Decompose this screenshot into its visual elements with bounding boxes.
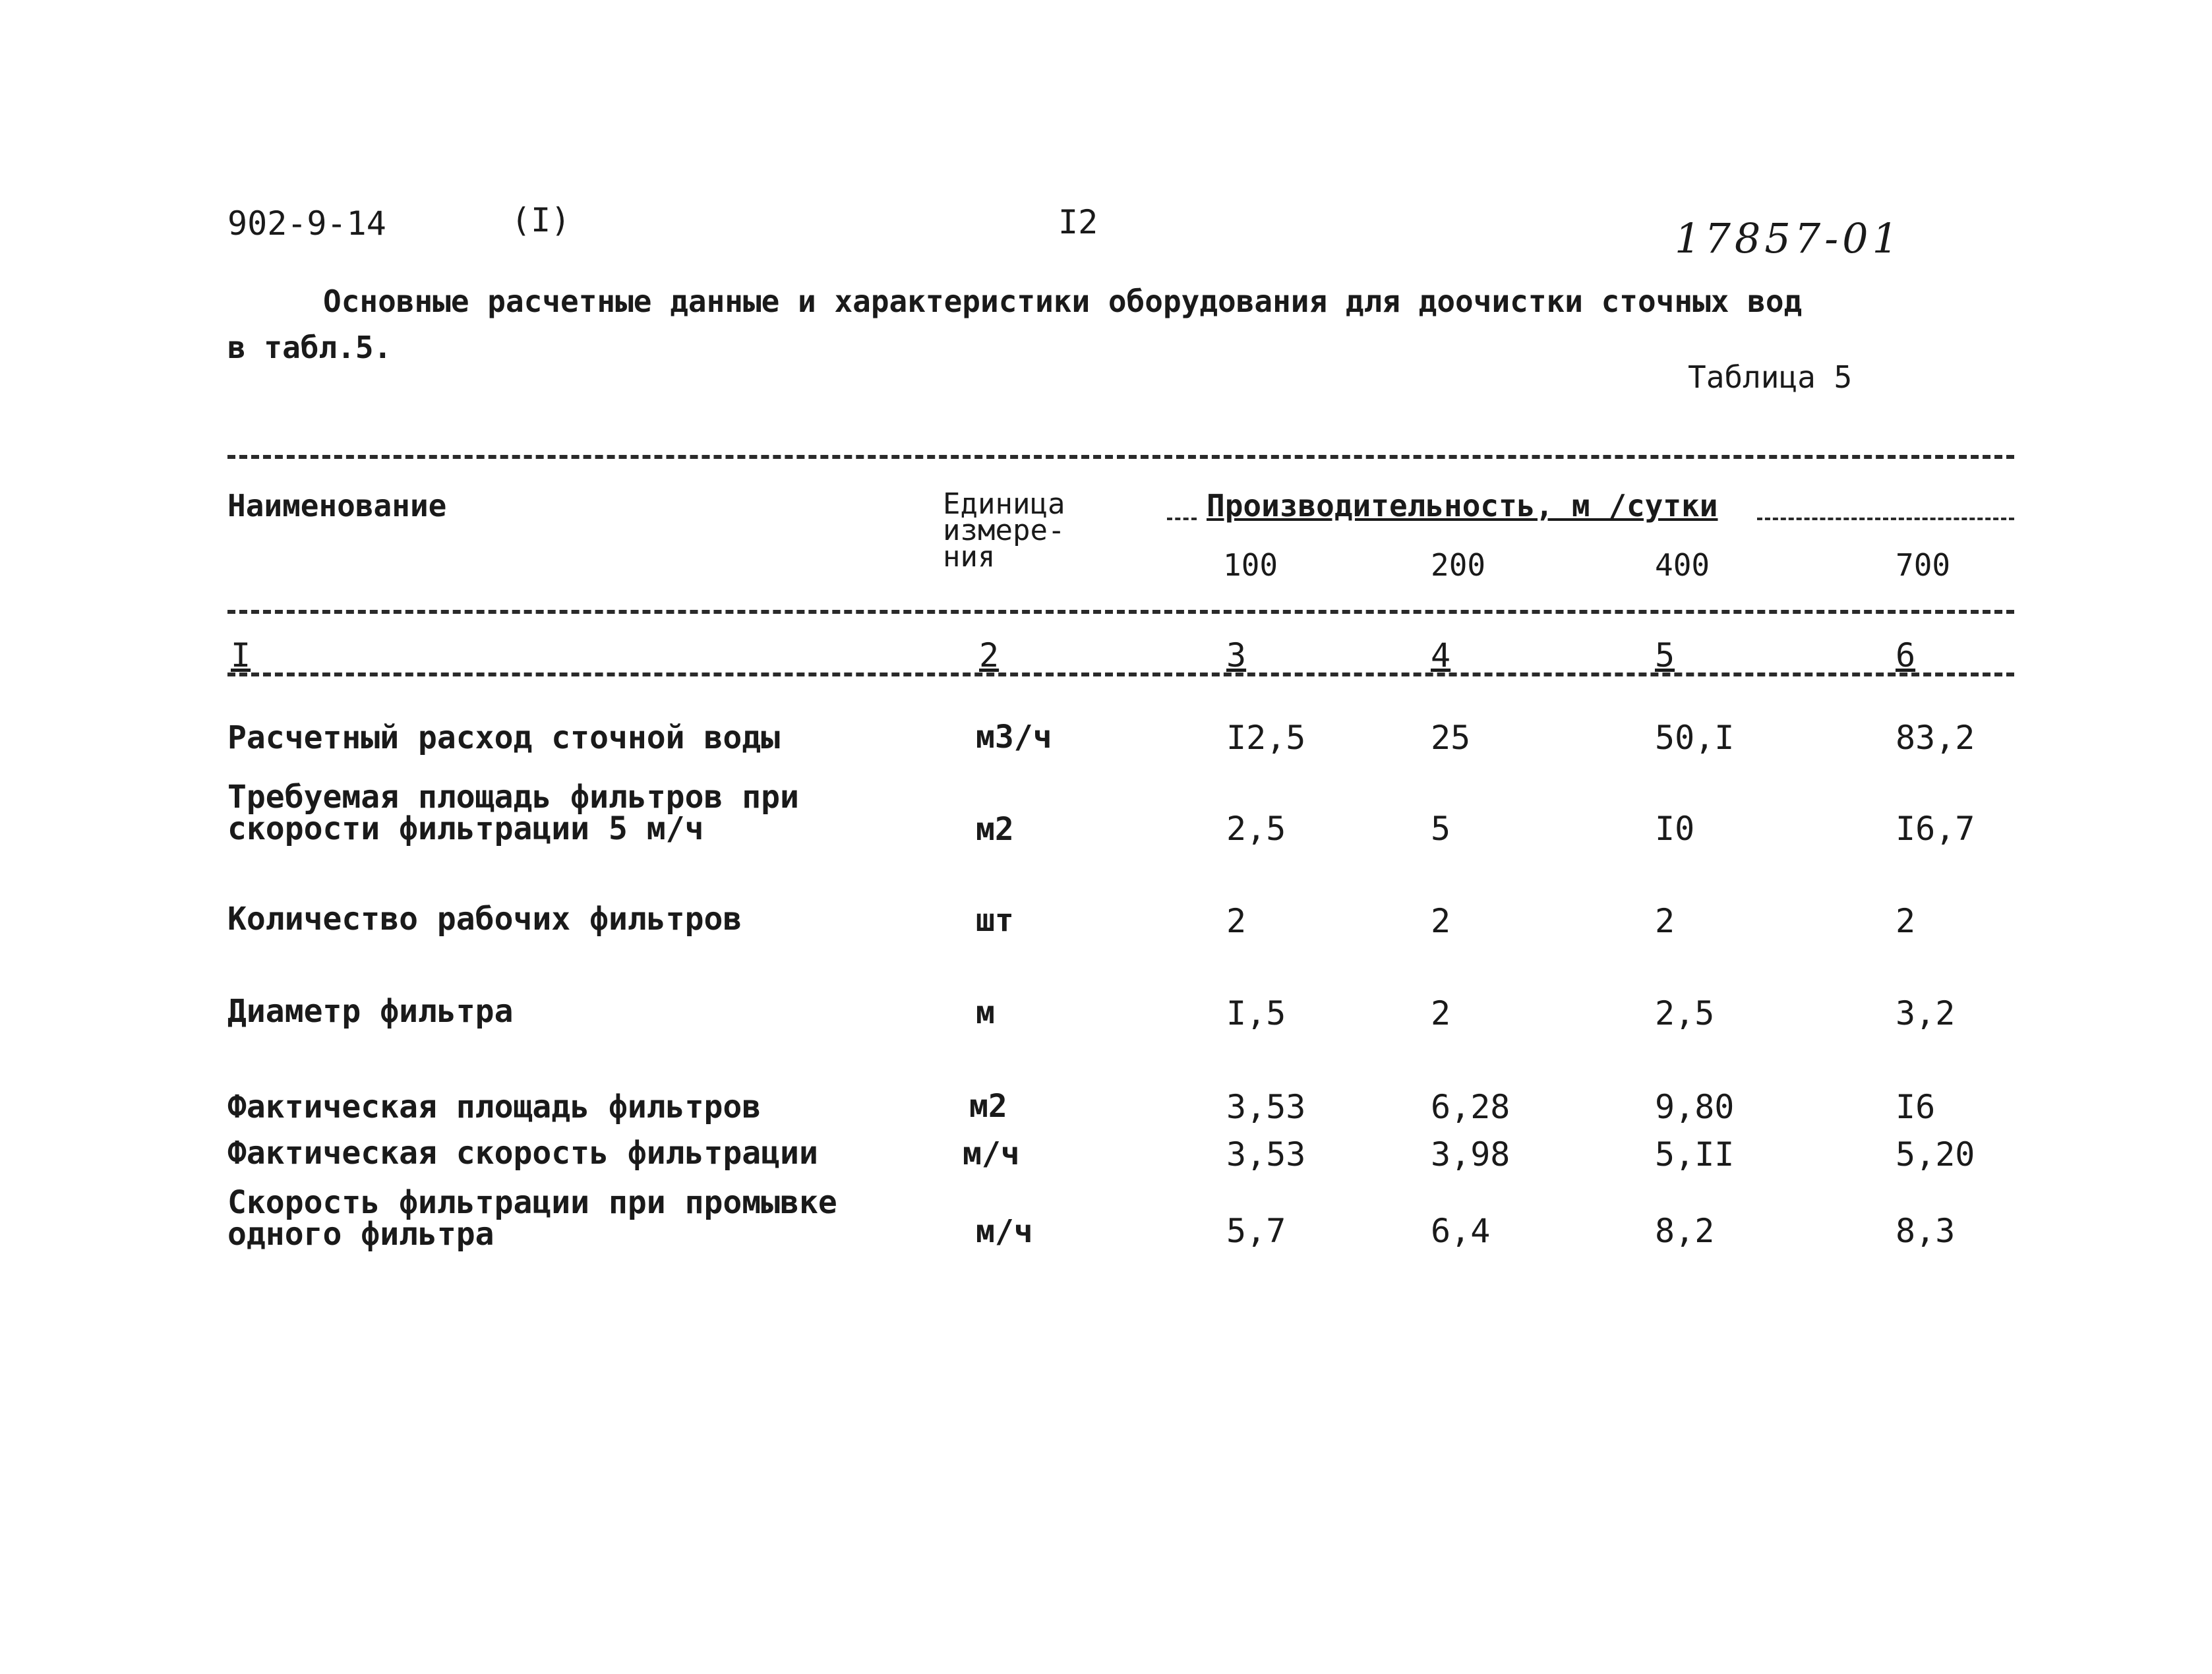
- group-header-rule-left: [1167, 518, 1197, 520]
- row-2-name-line-2: скорости фильтрации 5 м/ч: [227, 810, 704, 847]
- row-7-name-line-1: Скорость фильтрации при промывке: [227, 1184, 837, 1221]
- row-4-value-400: 2,5: [1655, 994, 1715, 1032]
- capacity-400: 400: [1655, 547, 1710, 583]
- capacity-700: 700: [1896, 547, 1951, 583]
- column-number-1: I: [231, 636, 251, 674]
- capacity-100: 100: [1223, 547, 1278, 583]
- row-3-value-400: 2: [1655, 902, 1675, 940]
- row-7-value-700: 8,3: [1896, 1212, 1956, 1250]
- row-1-value-400: 50,I: [1655, 719, 1735, 757]
- col-header-name: Наименование: [227, 488, 447, 523]
- row-1-value-200: 25: [1431, 719, 1471, 757]
- row-5-value-700: I6: [1896, 1088, 1936, 1126]
- row-7-name: [227, 1184, 837, 1253]
- column-number-5: 5: [1655, 636, 1675, 674]
- row-2-value-700: I6,7: [1896, 810, 1975, 848]
- table-top-rule: [227, 455, 2014, 459]
- doc-code: 902-9-14: [227, 204, 386, 243]
- row-2-value-100: 2,5: [1226, 810, 1286, 848]
- row-1-value-700: 83,2: [1896, 719, 1975, 757]
- row-3-value-200: 2: [1431, 902, 1451, 940]
- row-4-value-200: 2: [1431, 994, 1451, 1032]
- header-bottom-rule: [227, 610, 2014, 614]
- row-5-value-100: 3,53: [1226, 1088, 1306, 1126]
- row-6-value-100: 3,53: [1226, 1135, 1306, 1174]
- row-7-unit: м/ч: [976, 1213, 1033, 1250]
- row-6-value-200: 3,98: [1431, 1135, 1510, 1174]
- row-4-value-700: 3,2: [1896, 994, 1956, 1032]
- row-7-value-200: 6,4: [1431, 1212, 1491, 1250]
- row-5-name: Фактическая площадь фильтров: [227, 1089, 762, 1125]
- row-2-name: [227, 781, 799, 845]
- row-2-unit: м2: [976, 811, 1014, 848]
- row-4-unit: м: [976, 994, 995, 1031]
- row-2-value-200: 5: [1431, 810, 1451, 848]
- group-header-capacity: Производительность, м /сутки: [1207, 488, 1718, 523]
- column-number-3: 3: [1226, 636, 1247, 674]
- inventory-number: 17857-01: [1675, 214, 1903, 262]
- row-3-unit: шт: [976, 902, 1014, 939]
- row-1-unit: м3/ч: [976, 719, 1052, 756]
- col-header-unit: [943, 487, 1065, 574]
- row-2-value-400: I0: [1655, 810, 1695, 848]
- capacity-200: 200: [1431, 547, 1486, 583]
- column-number-6: 6: [1896, 636, 1916, 674]
- col-header-unit-line-1: Единица: [943, 487, 1065, 521]
- row-1-name: Расчетный расход сточной воды: [227, 719, 781, 756]
- row-6-name: Фактическая скорость фильтрации: [227, 1135, 818, 1172]
- row-1-value-100: I2,5: [1226, 719, 1306, 757]
- row-3-value-100: 2: [1226, 902, 1247, 940]
- intro-line-1: Основные расчетные данные и характеристики оборудования для доочистки сточных вод: [323, 284, 1803, 319]
- row-5-value-200: 6,28: [1431, 1088, 1510, 1126]
- row-6-value-400: 5,II: [1655, 1135, 1735, 1174]
- row-4-value-100: I,5: [1226, 994, 1286, 1032]
- row-5-value-400: 9,80: [1655, 1088, 1735, 1126]
- row-7-value-100: 5,7: [1226, 1212, 1286, 1250]
- table-caption: Таблица 5: [1688, 359, 1853, 395]
- column-number-4: 4: [1431, 636, 1451, 674]
- row-6-unit: м/ч: [963, 1135, 1020, 1172]
- row-3-value-700: 2: [1896, 902, 1916, 940]
- column-numbers-rule: [227, 673, 2014, 676]
- col-header-unit-line-2: измере-: [943, 514, 1065, 547]
- row-3-name: Количество рабочих фильтров: [227, 901, 742, 938]
- part-number: (I): [511, 201, 571, 239]
- row-7-name-line-2: одного фильтра: [227, 1216, 494, 1253]
- group-header-rule-right: [1757, 518, 2014, 520]
- intro-line-2: в табл.5.: [227, 330, 392, 365]
- row-5-unit: м2: [969, 1088, 1007, 1125]
- row-7-value-400: 8,2: [1655, 1212, 1715, 1250]
- page-number: I2: [1058, 203, 1098, 241]
- row-6-value-700: 5,20: [1896, 1135, 1975, 1174]
- row-2-name-line-1: Требуемая площадь фильтров при: [227, 779, 799, 816]
- col-header-unit-line-3: ния: [943, 540, 996, 574]
- row-4-name: Диаметр фильтра: [227, 993, 514, 1030]
- column-number-2: 2: [979, 636, 1000, 674]
